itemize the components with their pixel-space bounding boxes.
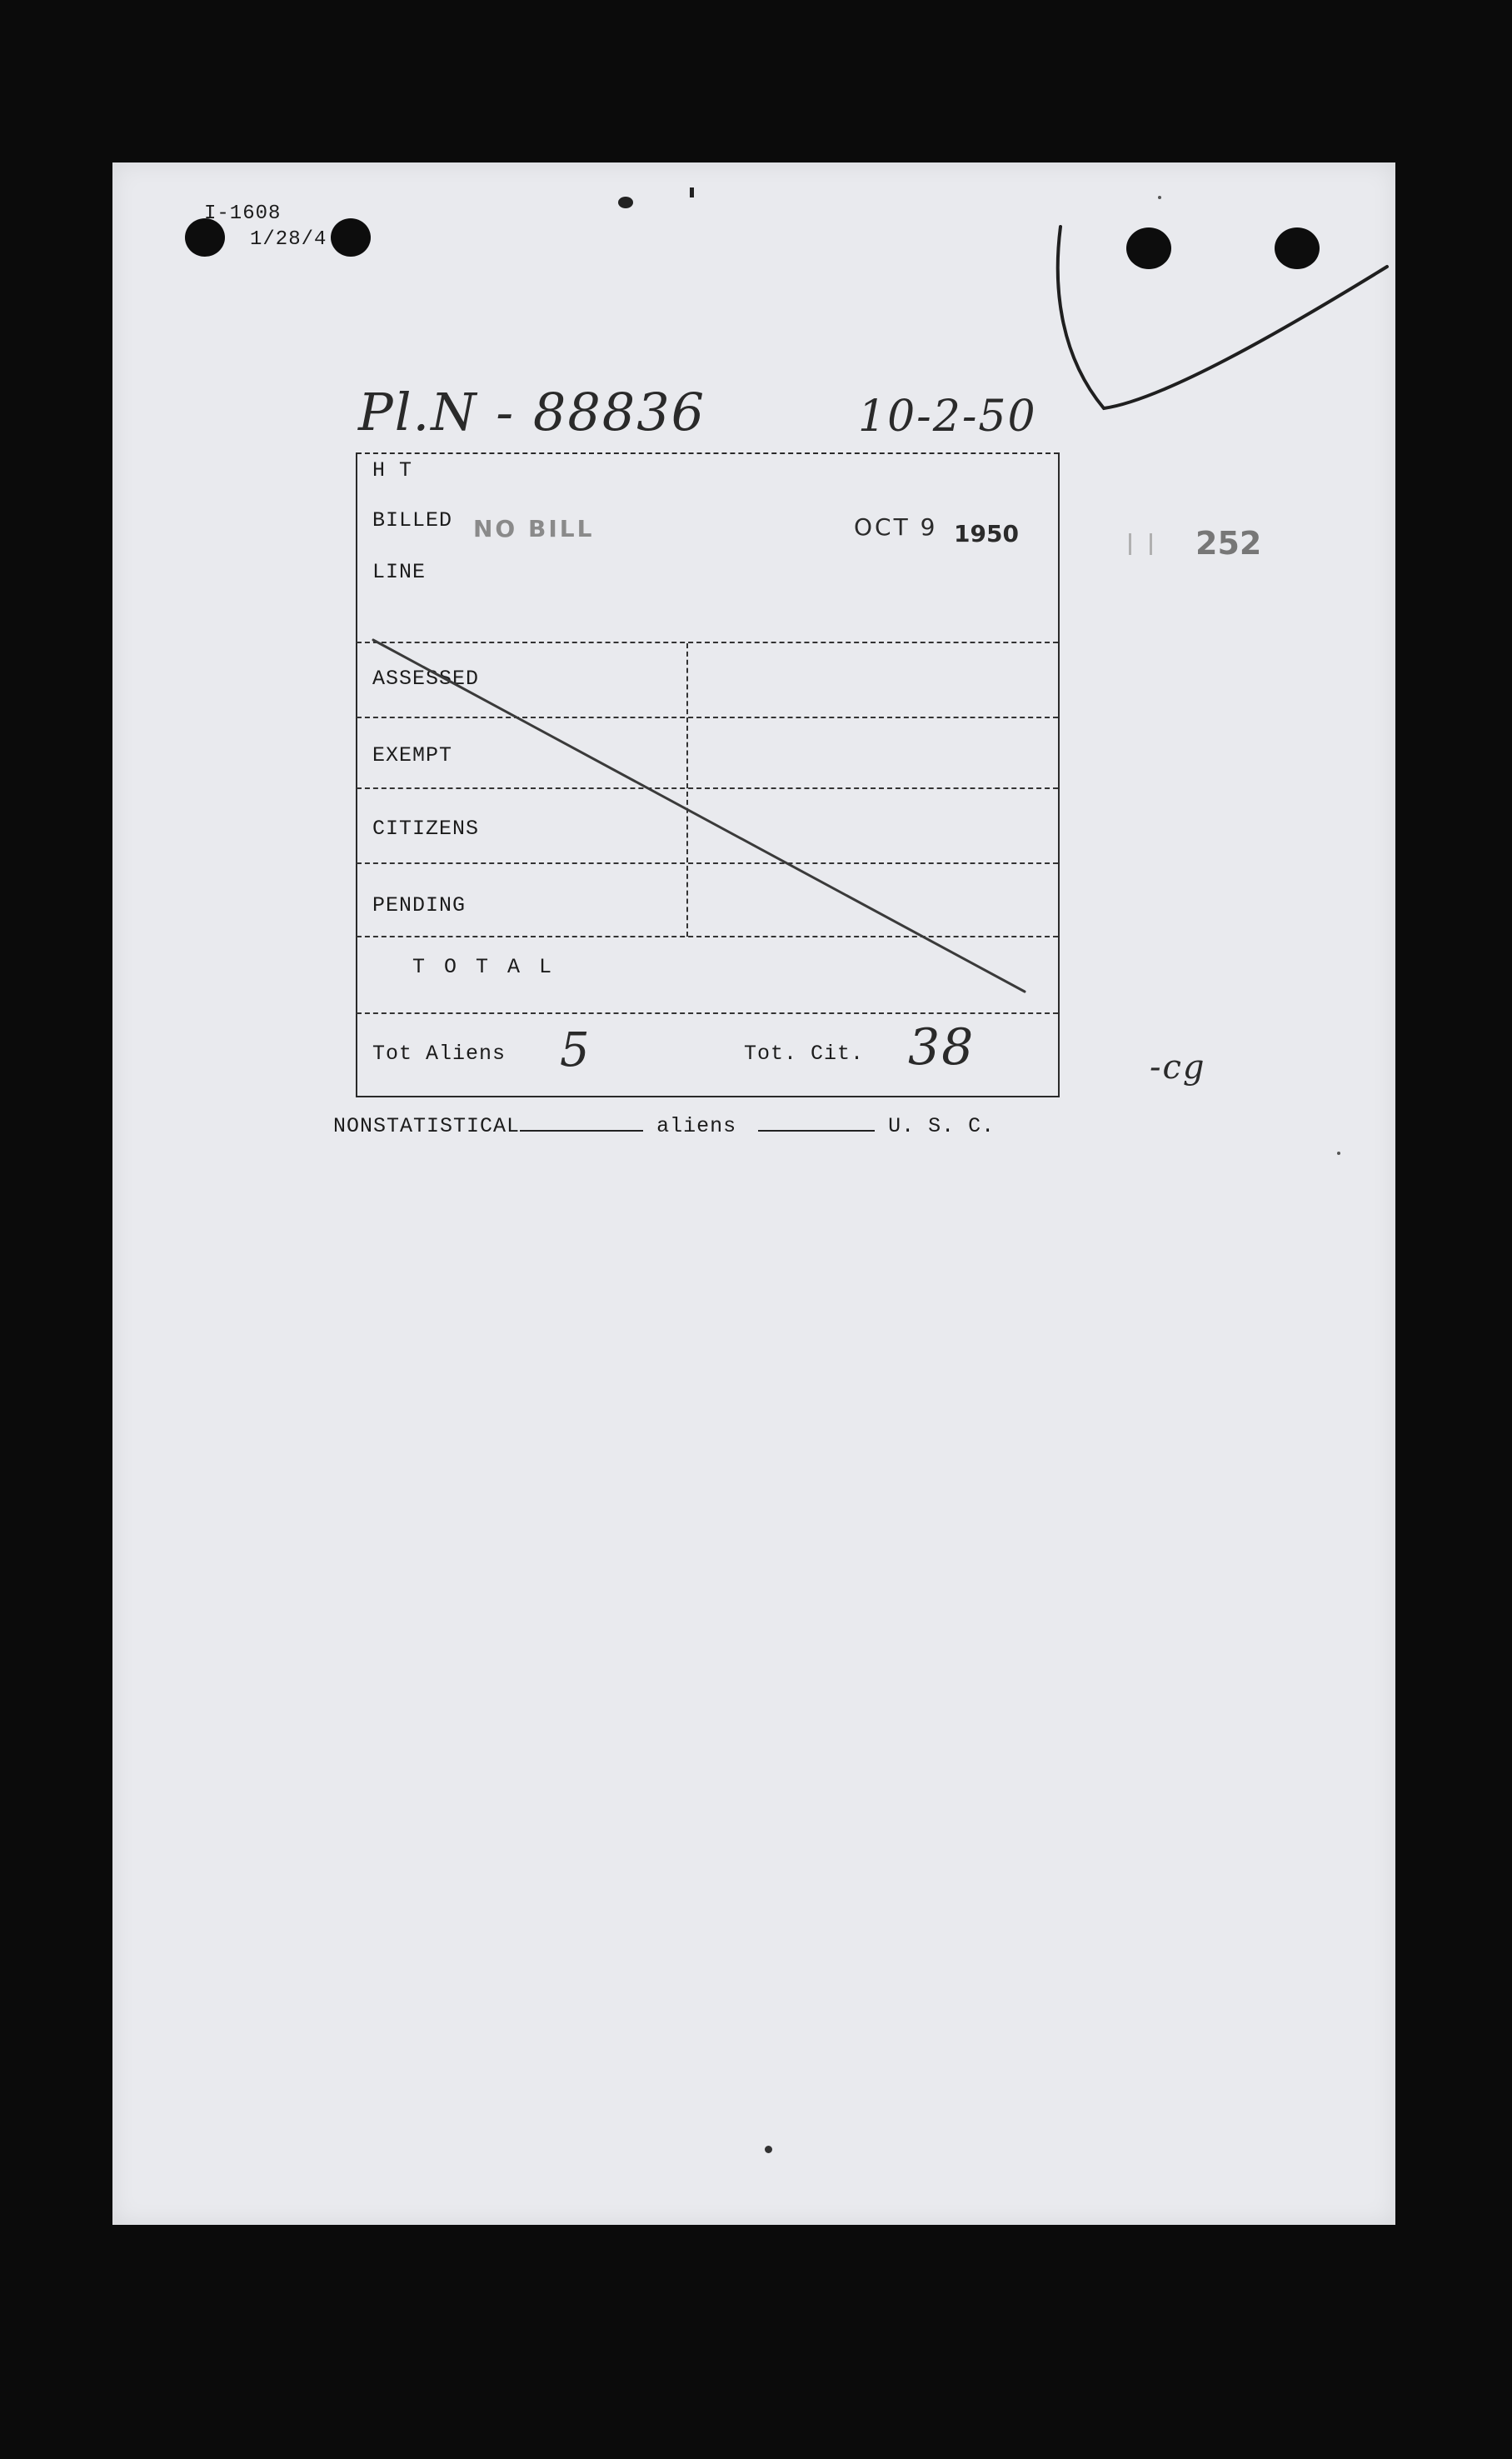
date-stamp-month-day: OCT 9 xyxy=(854,513,938,541)
punch-hole-left-2 xyxy=(331,218,371,257)
nonstatistical-blank xyxy=(520,1130,643,1132)
table-divider xyxy=(357,1012,1058,1014)
row-label-exempt: EXEMPT xyxy=(372,743,453,767)
tot-aliens-label: Tot Aliens xyxy=(372,1042,506,1066)
row-label-citizens: CITIZENS xyxy=(372,817,480,841)
usc-label: U. S. C. xyxy=(888,1114,996,1138)
aliens-label: aliens xyxy=(656,1114,737,1138)
date-stamp-year: 1950 xyxy=(954,520,1019,547)
document-page xyxy=(112,162,1395,2225)
cancellation-stroke xyxy=(367,633,1033,1000)
tot-aliens-value: 5 xyxy=(560,1023,591,1077)
case-number: Pl.N - 88836 xyxy=(358,382,706,442)
form-left-border xyxy=(356,452,357,1097)
line-label: LINE xyxy=(372,560,427,584)
margin-initials: -cg xyxy=(1150,1048,1206,1087)
row-label-assessed: ASSESSED xyxy=(372,667,480,691)
ink-dot xyxy=(1337,1152,1340,1155)
check-mark-icon xyxy=(1045,217,1395,417)
ink-dot xyxy=(765,2146,772,2153)
stamp-smudge xyxy=(1129,533,1152,555)
tot-cit-value: 38 xyxy=(908,1018,976,1077)
tot-cit-label: Tot. Cit. xyxy=(744,1042,865,1066)
form-revision: 1/28/4 xyxy=(250,228,327,251)
ink-mark xyxy=(618,197,633,208)
page-number-stamp: 252 xyxy=(1195,525,1262,562)
handwritten-date: 10-2-50 xyxy=(858,392,1037,442)
no-bill-stamp: NO BILL xyxy=(473,515,595,542)
nonstatistical-line xyxy=(333,1114,995,1138)
row-label-pending: PENDING xyxy=(372,893,467,917)
aliens-blank xyxy=(758,1130,875,1132)
ht-label: H T xyxy=(372,458,413,482)
ink-dot xyxy=(1158,196,1161,199)
form-top-border xyxy=(357,452,1059,454)
nonstatistical-label: NONSTATISTICAL xyxy=(333,1114,521,1138)
form-bottom-border xyxy=(356,1096,1060,1097)
form-number: I-1608 xyxy=(204,202,282,225)
billed-label: BILLED xyxy=(372,508,453,532)
ink-mark xyxy=(690,187,694,197)
total-label: T O T A L xyxy=(412,955,556,979)
form-right-border xyxy=(1058,452,1060,1097)
